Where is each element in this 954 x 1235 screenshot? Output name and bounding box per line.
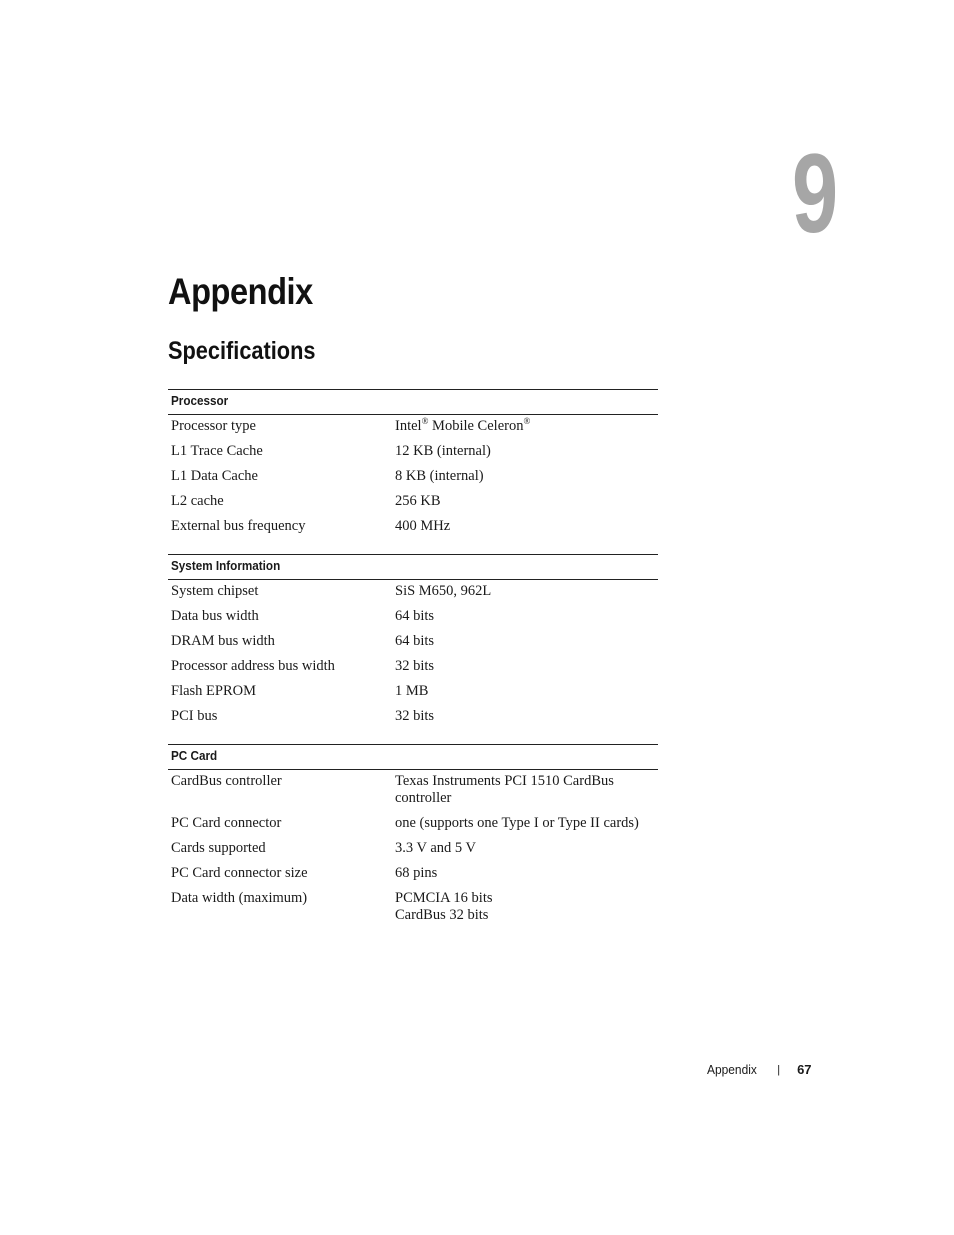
spec-value: 8 KB (internal) [395, 468, 484, 484]
spec-value: SiS M650, 962L [395, 583, 492, 599]
spec-row [168, 863, 658, 888]
spec-value: 256 KB [395, 493, 441, 509]
group-header [168, 744, 658, 770]
spec-row [168, 466, 658, 491]
spec-value: 3.3 V and 5 V [395, 840, 476, 856]
value-text: Intel [395, 418, 422, 434]
page-footer [707, 1061, 812, 1079]
spec-label: Cards supported [171, 840, 266, 856]
spec-row [168, 838, 658, 863]
spec-row [168, 606, 658, 631]
spec-value: 68 pins [395, 865, 438, 881]
group-header [168, 389, 658, 415]
spec-row [168, 631, 658, 656]
spec-row [168, 416, 658, 441]
spec-label: CardBus controller [171, 773, 282, 789]
spec-label: PC Card connector size [171, 865, 308, 881]
chapter-title: Appendix [168, 271, 313, 312]
spec-row [168, 681, 658, 706]
spec-group-pc-card [168, 744, 658, 930]
spec-group-processor [168, 389, 658, 541]
spec-value: 32 bits [395, 708, 435, 724]
page-number: 67 [797, 1062, 812, 1077]
spec-value: 400 MHz [395, 518, 451, 534]
spec-value: 1 MB [395, 683, 429, 699]
spec-label: PCI bus [171, 708, 218, 724]
spec-row [168, 441, 658, 466]
value-text: Mobile Celeron [428, 418, 524, 434]
spec-row [168, 706, 658, 731]
group-header [168, 554, 658, 580]
footer-section-name: Appendix [707, 1062, 757, 1077]
spec-label: System chipset [171, 583, 259, 599]
spec-value: 64 bits [395, 633, 435, 649]
spec-group-system-information [168, 554, 658, 731]
spec-row [168, 888, 658, 930]
spec-label: Flash EPROM [171, 683, 257, 699]
spec-value: 32 bits [395, 658, 435, 674]
spec-row [168, 656, 658, 681]
section-title: Specifications [168, 337, 316, 365]
registered-mark: ® [421, 416, 429, 427]
spec-value: 64 bits [395, 608, 435, 624]
spec-row [168, 491, 658, 516]
spec-label: L2 cache [171, 493, 224, 509]
spec-label: Data bus width [171, 608, 259, 624]
spec-label: Processor address bus width [171, 658, 335, 674]
group-header-label: System Information [171, 558, 281, 573]
group-header-label: PC Card [171, 748, 218, 763]
spec-value: one (supports one Type I or Type II cards) [395, 815, 639, 831]
spec-row [168, 516, 658, 541]
chapter-number: 9 [791, 131, 839, 256]
spec-row [168, 581, 658, 606]
spec-label: DRAM bus width [171, 633, 275, 649]
spec-row [168, 771, 658, 813]
footer-separator: | [777, 1064, 781, 1076]
spec-value: PCMCIA 16 bits CardBus 32 bits [395, 890, 493, 923]
spec-value: Texas Instruments PCI 1510 CardBus controller [395, 773, 614, 806]
spec-label: PC Card connector [171, 815, 282, 831]
spec-row [168, 813, 658, 838]
spec-value [395, 418, 658, 435]
spec-label: L1 Trace Cache [171, 443, 263, 459]
spec-label: External bus frequency [171, 518, 306, 534]
spec-label: Data width (maximum) [171, 890, 308, 906]
specifications-table [168, 389, 658, 943]
spec-label: Processor type [171, 418, 256, 434]
group-header-label: Processor [171, 393, 229, 408]
spec-value: 12 KB (internal) [395, 443, 491, 459]
registered-mark: ® [523, 416, 531, 427]
spec-label: L1 Data Cache [171, 468, 258, 484]
